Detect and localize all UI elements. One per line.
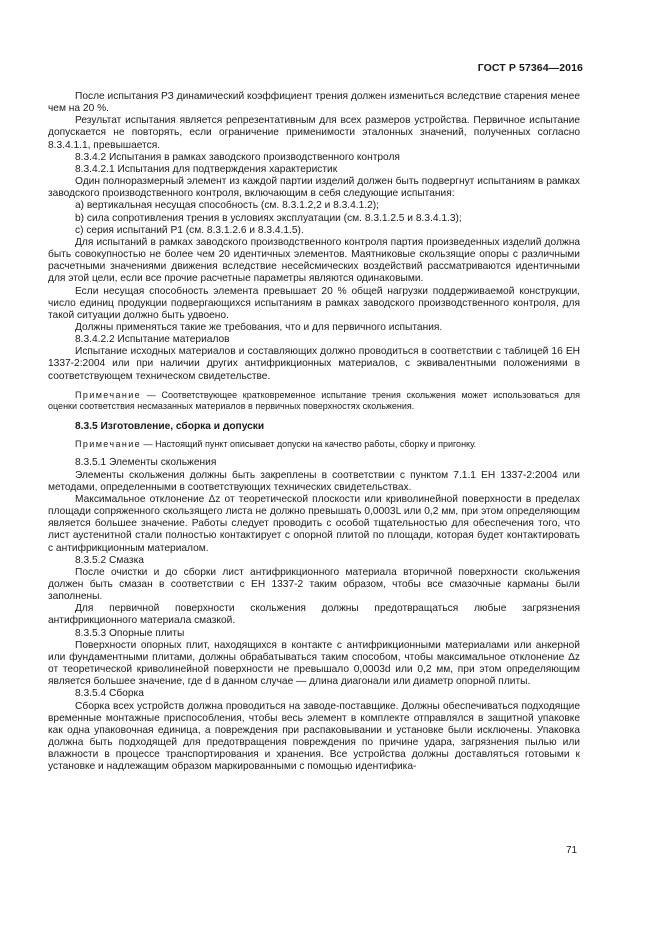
- section-heading: 8.3.5 Изготовление, сборка и допуски: [75, 420, 265, 432]
- page-number: 71: [566, 845, 578, 856]
- paragraph: Элементы скольжения должны быть закреплены в соответствии с пунктом 7.1.1 ЕН 1337-2:2004 или методами, определенными в соответствующих технических свидетельствах.: [48, 469, 580, 493]
- paragraph: Для первичной поверхности скольжения должны предотвращаться любые загрязнения антифрикционного материала смазкой.: [48, 603, 580, 627]
- note-text: — Соответствующее кратковременное испытание трения скольжения может использоваться для оценки соответствия несмазанных материалов в первичных поверхностях скольжения.: [48, 389, 580, 412]
- list-item: a) вертикальная несущая способность (см. 8.3.1.2,2 и 8.3.4.1.2);: [75, 200, 379, 212]
- paragraph: Если несущая способность элемента превышает 20 % общей нагрузки поддерживаемой конструкции, число единиц продукции подвергающихся испытаниям в рамках заводского производственного контроля, для такой ситуации должно быть удвоено.: [48, 285, 580, 321]
- clause-heading: 8.3.5.2 Смазка: [75, 554, 144, 566]
- clause-heading: 8.3.5.4 Сборка: [75, 688, 144, 700]
- paragraph: Поверхности опорных плит, находящихся в контакте с антифрикционными материалами или анкерной или фундаментными плитами, должны обрабатываться таким способом, чтобы максимальное отклонение Δz от теоретической криволинейной поверхности не превышало 0,0003d или 0,2 мм, при этом определяющим является большее значение, где d в данном случае — длина диагонали или диаметр опорной плиты.: [48, 639, 580, 688]
- document-body: [48, 91, 580, 773]
- paragraph: Максимальное отклонение Δz от теоретической плоскости или криволинейной поверхности в пределах площади сопряженного скользящего листа не должно превышать 0,0003L или 0,2 мм, при этом определяющим является большее значение. Работы следует проводить с особой тщательностью для обеспечения того, что лист аустенитной стали полностью контактирует с опорной плитой по площади, которая будет контактировать с антифрикционным материалом.: [48, 493, 580, 554]
- list-item: b) сила сопротивления трения в условиях эксплуатации (см. 8.3.1.2.5 и 8.3.4.1.3);: [75, 212, 462, 224]
- clause-heading: 8.3.5.3 Опорные плиты: [75, 627, 185, 639]
- note: [48, 439, 580, 451]
- note-text: — Настоящий пункт описывает допуски на качество работы, сборку и пригонку.: [141, 438, 477, 449]
- note-label: Примечание: [75, 389, 142, 400]
- paragraph: Результат испытания является репрезентативным для всех размеров устройства. Первичное испытание допускается не повторять, если ограничение применимости эталонных значений, полученных согласно 8.3.4.1.1, превышается.: [48, 115, 580, 151]
- clause-heading: 8.3.4.2.2 Испытание материалов: [75, 334, 230, 346]
- paragraph: После очистки и до сборки лист антифрикционного материала вторичной поверхности скольжения должен быть смазан в соответствии с ЕН 1337-2 таким образом, чтобы все смазочные карманы были заполнены.: [48, 566, 580, 603]
- paragraph: Испытание исходных материалов и составляющих должно проводиться в соответствии с таблицей 16 ЕН 1337-2:2004 или при наличии других антифрикционных материалов, с эквивалентными положениями в соответствующем техническом свидетельстве.: [48, 346, 580, 382]
- standard-number: ГОСТ Р 57364—2016: [477, 62, 583, 74]
- paragraph: Сборка всех устройств должна проводиться на заводе-поставщике. Должны обеспечиваться подходящие временные монтажные приспособления, чтобы весь элемент в комплекте отправлялся в защитной упаковке как одна упаковочная единица, а повреждения при распаковывании и установке были исключены. Упаковка должна быть подходящей для предотвращения повреждения по причине удара, загрязнения пылью или влажности в процессе транспортирования и хранения. Все устройства должны доставляться готовыми к установке и надлежащим образом маркированными с помощью идентифика-: [48, 700, 580, 773]
- note: [48, 390, 580, 413]
- paragraph: Должны применяться такие же требования, что и для первичного испытания.: [75, 321, 443, 333]
- paragraph: Для испытаний в рамках заводского производственного контроля партия произведенных изделий должна быть совокупностью не более чем 20 идентичных элементов. Маятниковые скользящие опоры с различными расчетными значениями движения вследствие несейсмических воздействий рассматриваются идентичными для этой цели, если все прочие расчетные параметры являются одинаковыми.: [48, 236, 580, 285]
- note-label: Примечание: [75, 438, 142, 449]
- paragraph: После испытания РЗ динамический коэффициент трения должен измениться вследствие старения менее чем на 20 %.: [48, 91, 580, 115]
- paragraph: Один полноразмерный элемент из каждой партии изделий должен быть подвергнут испытаниям в рамках заводского производственного контроля, включающим в себя следующие испытания:: [48, 176, 580, 200]
- list-item: c) серия испытаний Р1 (см. 8.3.1.2.6 и 8.3.4.1.5).: [75, 224, 304, 236]
- clause-heading: 8.3.4.2 Испытания в рамках заводского производственного контроля: [75, 151, 400, 163]
- clause-heading: 8.3.4.2.1 Испытания для подтверждения характеристик: [75, 163, 338, 175]
- clause-heading: 8.3.5.1 Элементы скольжения: [75, 457, 217, 469]
